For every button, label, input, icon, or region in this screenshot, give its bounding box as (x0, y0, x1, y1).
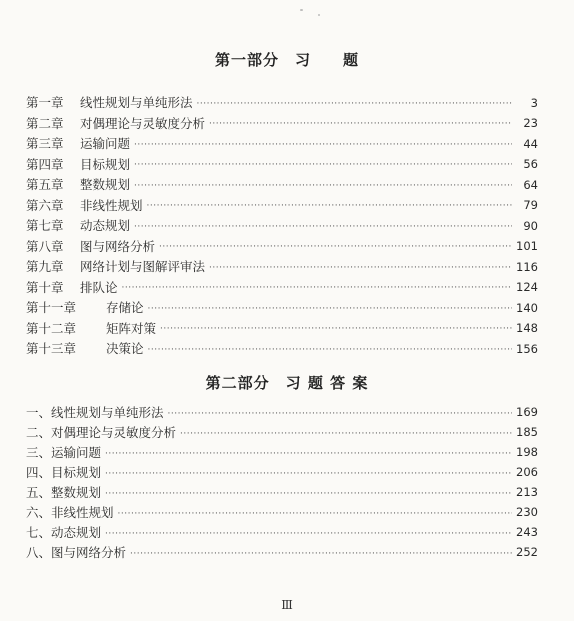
chapter-title: 线性规划与单纯形法 (80, 95, 193, 110)
dot-leader (209, 120, 512, 129)
toc-entry[interactable] (26, 216, 538, 237)
dot-leader (209, 264, 512, 273)
page-number: 169 (516, 405, 538, 420)
toc-entry[interactable] (26, 543, 538, 563)
chapter-number: 第十二章 (26, 320, 77, 336)
page-number: 148 (516, 321, 538, 335)
answer-title: 七、动态规划 (26, 524, 102, 540)
toc-entry[interactable] (26, 483, 538, 503)
answer-title: 八、图与网络分析 (26, 544, 127, 560)
chapter-title: 排队论 (80, 279, 118, 295)
page-number: 198 (516, 445, 538, 460)
dot-leader (148, 346, 512, 355)
chapter-title: 运输问题 (80, 136, 131, 151)
toc-entry[interactable] (26, 196, 538, 217)
dot-leader (122, 284, 512, 293)
answer-title: 六、非线性规划 (26, 504, 114, 520)
chapter-number: 第七章 (26, 218, 64, 233)
part1-toc (26, 93, 538, 360)
page-number: 64 (523, 177, 538, 192)
answer-title: 四、目标规划 (26, 464, 102, 480)
chapter-number: 第四章 (26, 156, 64, 172)
page-number: 252 (516, 545, 538, 560)
chapter-number: 第八章 (26, 238, 64, 254)
toc-entry[interactable] (26, 403, 538, 423)
toc-entry[interactable] (26, 155, 538, 176)
chapter-title: 非线性规划 (80, 197, 143, 213)
page-number: 56 (523, 157, 538, 171)
dot-leader (180, 430, 512, 439)
dot-leader (134, 223, 512, 232)
toc-entry[interactable] (26, 319, 538, 340)
toc-entry[interactable] (26, 114, 538, 135)
toc-entry[interactable] (26, 523, 538, 543)
toc-entry[interactable] (26, 175, 538, 196)
page-number: 101 (516, 239, 538, 253)
page-number: 44 (523, 136, 538, 151)
dot-leader (118, 510, 512, 519)
chapter-number: 第十三章 (26, 341, 77, 356)
toc-entry[interactable] (26, 298, 538, 319)
toc-entry[interactable] (26, 93, 538, 114)
dot-leader (160, 325, 512, 334)
chapter-title: 存储论 (106, 300, 144, 315)
page-number: 185 (516, 425, 538, 440)
chapter-number: 第二章 (26, 115, 64, 131)
chapter-title: 决策论 (106, 341, 144, 356)
chapter-title: 图与网络分析 (80, 238, 156, 254)
page-number: 243 (516, 525, 538, 540)
chapter-title: 动态规划 (80, 218, 131, 233)
part2-title: 第二部分 习 题 答 案 (205, 374, 369, 392)
page-number: 206 (516, 465, 538, 480)
dot-leader (147, 202, 512, 211)
dot-leader (105, 490, 512, 499)
toc-entry[interactable] (26, 503, 538, 523)
chapter-number: 第九章 (26, 259, 64, 274)
dot-leader (134, 141, 512, 150)
toc-entry[interactable] (26, 278, 538, 299)
folio-page-number: Ⅲ (281, 598, 293, 612)
paper-speck (318, 14, 320, 16)
dot-leader (148, 305, 512, 314)
answer-title: 二、对偶理论与灵敏度分析 (26, 424, 177, 440)
dot-leader (134, 182, 512, 191)
toc-entry[interactable] (26, 423, 538, 443)
chapter-number: 第六章 (26, 197, 64, 213)
toc-entry[interactable] (26, 134, 538, 155)
chapter-number: 第十一章 (26, 300, 77, 315)
dot-leader (197, 100, 512, 109)
chapter-number: 第十章 (26, 279, 64, 295)
toc-entry[interactable] (26, 463, 538, 483)
dot-leader (134, 161, 512, 170)
page-number: 230 (516, 505, 538, 520)
chapter-number: 第五章 (26, 177, 64, 192)
dot-leader (105, 530, 512, 539)
page-number: 156 (516, 341, 538, 356)
dot-leader (105, 470, 512, 479)
toc-entry[interactable] (26, 443, 538, 463)
chapter-title: 目标规划 (80, 156, 131, 172)
page-number: 79 (523, 198, 538, 212)
page-number: 116 (516, 259, 538, 274)
chapter-number: 第三章 (26, 136, 64, 151)
dot-leader (159, 243, 512, 252)
chapter-title: 对偶理论与灵敏度分析 (80, 115, 206, 131)
chapter-title: 矩阵对策 (106, 320, 157, 336)
toc-entry[interactable] (26, 339, 538, 360)
part2-toc (26, 403, 538, 563)
dot-leader (130, 550, 512, 559)
dot-leader (168, 410, 512, 419)
page-number: 23 (523, 116, 538, 130)
part1-title: 第一部分 习 题 (214, 51, 359, 69)
paper-speck (300, 9, 303, 11)
toc-entry[interactable] (26, 237, 538, 258)
dot-leader (105, 450, 512, 459)
answer-title: 一、线性规划与单纯形法 (26, 404, 164, 420)
page-number: 140 (516, 300, 538, 315)
page-number: 124 (516, 280, 538, 294)
page-number: 3 (530, 95, 538, 110)
chapter-number: 第一章 (26, 95, 64, 110)
page-number: 213 (516, 485, 538, 500)
page-number: 90 (523, 218, 538, 233)
toc-entry[interactable] (26, 257, 538, 278)
answer-title: 五、整数规划 (26, 484, 102, 500)
chapter-title: 网络计划与图解评审法 (80, 259, 206, 274)
answer-title: 三、运输问题 (26, 444, 102, 460)
chapter-title: 整数规划 (80, 177, 131, 192)
